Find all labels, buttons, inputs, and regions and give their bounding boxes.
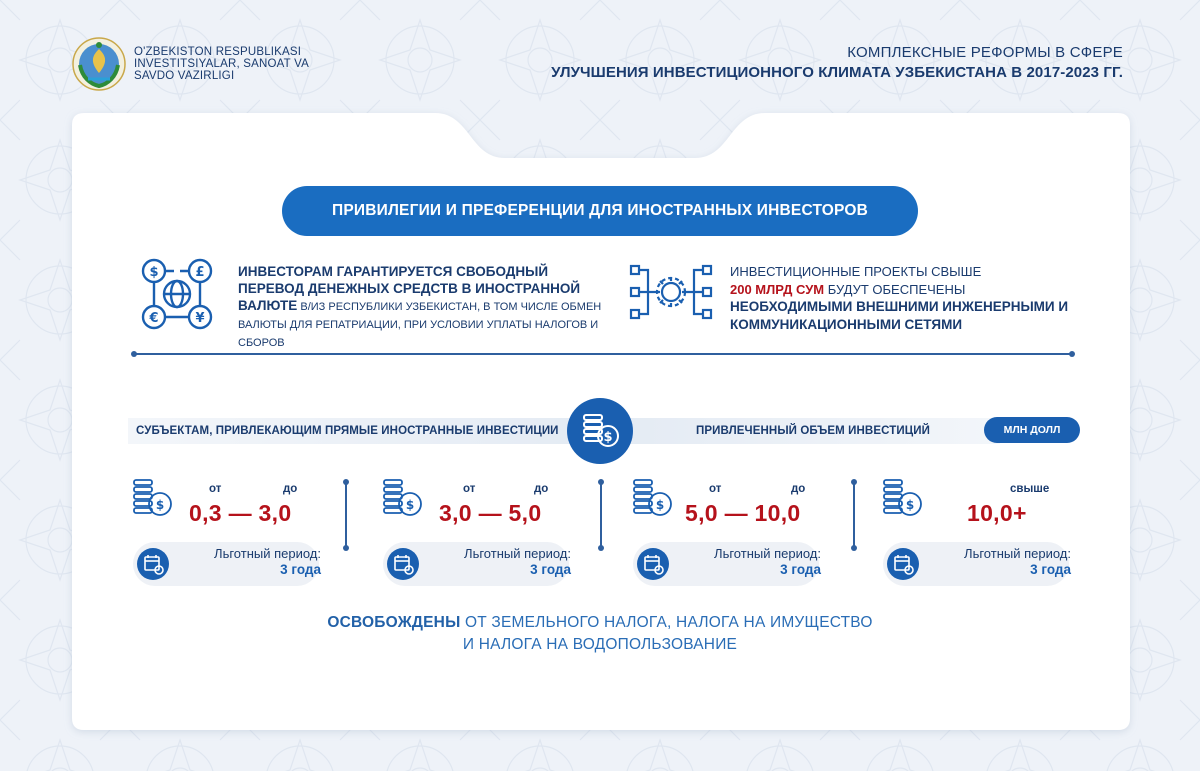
main-title-pill: ПРИВИЛЕГИИ И ПРЕФЕРЕНЦИИ ДЛЯ ИНОСТРАННЫХ ИНВЕСТОРОВ: [282, 186, 918, 236]
band-left-label: СУБЪЕКТАМ, ПРИВЛЕКАЮЩИМ ПРЯМЫЕ ИНОСТРАННЫЕ ИНВЕСТИЦИИ: [128, 418, 578, 444]
coins-icon: [133, 478, 175, 518]
tier-separator: [600, 482, 602, 548]
tier-range: 3,0 — 5,0: [439, 500, 542, 526]
engineering-network-icon: [628, 263, 714, 321]
calendar-icon: [883, 544, 923, 584]
ministry-line-1: O'ZBEKISTON RESPUBLIKASI: [134, 46, 302, 58]
tier-to-label: до: [283, 483, 298, 495]
tier-card-3: [633, 478, 833, 588]
tier-card-1: [133, 478, 333, 588]
svg-text:£: £: [195, 265, 205, 280]
free-transfer-info: [238, 263, 608, 351]
period-value: 3 года: [1030, 562, 1071, 577]
tier-to-label: до: [791, 483, 806, 495]
period-value: 3 года: [280, 562, 321, 577]
free-transfer-bold: ИНВЕСТОРАМ ГАРАНТИРУЕТСЯ СВОБОДНЫЙ ПЕРЕВОД ДЕНЕЖНЫХ СРЕДСТВ В ИНОСТРАННОЙ ВАЛЮТЕ: [238, 264, 581, 313]
svg-text:$: $: [149, 265, 159, 280]
tier-from-label: свыше: [1010, 483, 1050, 495]
tier-separator: [345, 482, 347, 548]
calendar-icon: [133, 544, 173, 584]
tier-card-2: [383, 478, 583, 588]
section-divider: [134, 353, 1072, 355]
period-label: Льготный период:: [464, 546, 571, 561]
svg-text:$: $: [905, 498, 915, 512]
title-line-1: КОМПЛЕКСНЫЕ РЕФОРМЫ В СФЕРЕ: [847, 44, 1123, 61]
ministry-line-3: SAVDO VAZIRLIGI: [134, 70, 235, 82]
svg-text:$: $: [405, 498, 415, 512]
period-value: 3 года: [780, 562, 821, 577]
svg-text:¥: ¥: [195, 311, 205, 326]
infrastructure-bold: НЕОБХОДИМЫМИ ВНЕШНИМИ ИНЖЕНЕРНЫМИ И КОММУНИКАЦИОННЫМИ СЕТЯМИ: [730, 299, 1069, 332]
svg-text:$: $: [155, 498, 165, 512]
svg-text:€: €: [149, 311, 159, 326]
exemption-line-1: ОТ ЗЕМЕЛЬНОГО НАЛОГА, НАЛОГА НА ИМУЩЕСТВО: [460, 614, 873, 631]
ministry-line-2: INVESTITSIYALAR, SANOAT VA: [134, 58, 309, 70]
band-right-label: ПРИВЛЕЧЕННЫЙ ОБЪЕМ ИНВЕСТИЦИЙ: [620, 418, 1000, 444]
tier-separator: [853, 482, 855, 548]
coins-dollar-icon: [567, 398, 633, 464]
title-line-2: УЛУЧШЕНИЯ ИНВЕСТИЦИОННОГО КЛИМАТА УЗБЕКИСТАНА В 2017-2023 ГГ.: [551, 64, 1123, 81]
period-value: 3 года: [530, 562, 571, 577]
tier-from-label: от: [209, 483, 222, 495]
tier-range: 5,0 — 10,0: [685, 500, 801, 526]
svg-text:$: $: [655, 498, 665, 512]
tier-from-label: от: [709, 483, 722, 495]
infrastructure-amount: 200 МЛРД СУМ: [730, 281, 825, 297]
coins-icon: [633, 478, 675, 518]
calendar-icon: [383, 544, 423, 584]
calendar-icon: [633, 544, 673, 584]
tier-card-4: [883, 478, 1083, 588]
free-transfer-details: В/ИЗ РЕСПУБЛИКИ УЗБЕКИСТАН, В ТОМ ЧИСЛЕ ОБМЕН ВАЛЮТЫ ДЛЯ РЕПАТРИАЦИИ, ПРИ УСЛОВИИ УПЛАТЫ НАЛОГОВ И СБОРОВ: [238, 301, 602, 349]
period-label: Льготный период:: [964, 546, 1071, 561]
period-label: Льготный период:: [214, 546, 321, 561]
currency-exchange-icon: [140, 257, 214, 331]
coins-icon: [383, 478, 425, 518]
tier-to-label: до: [534, 483, 549, 495]
tier-range: 10,0+: [967, 500, 1027, 526]
exemption-line-2: И НАЛОГА НА ВОДОПОЛЬЗОВАНИЕ: [462, 636, 738, 653]
coins-icon: [883, 478, 925, 518]
infrastructure-pre: ИНВЕСТИЦИОННЫЕ ПРОЕКТЫ СВЫШЕ: [730, 264, 982, 279]
svg-text:$: $: [603, 430, 613, 445]
unit-badge: МЛН ДОЛЛ: [984, 417, 1080, 443]
tax-exemption-note: [250, 612, 950, 656]
tier-range: 0,3 — 3,0: [189, 500, 292, 526]
infrastructure-info: [730, 263, 1090, 333]
tier-from-label: от: [463, 483, 476, 495]
exemption-bold: ОСВОБОЖДЕНЫ: [327, 614, 461, 631]
period-label: Льготный период:: [714, 546, 821, 561]
infrastructure-mid: БУДУТ ОБЕСПЕЧЕНЫ: [824, 281, 966, 297]
